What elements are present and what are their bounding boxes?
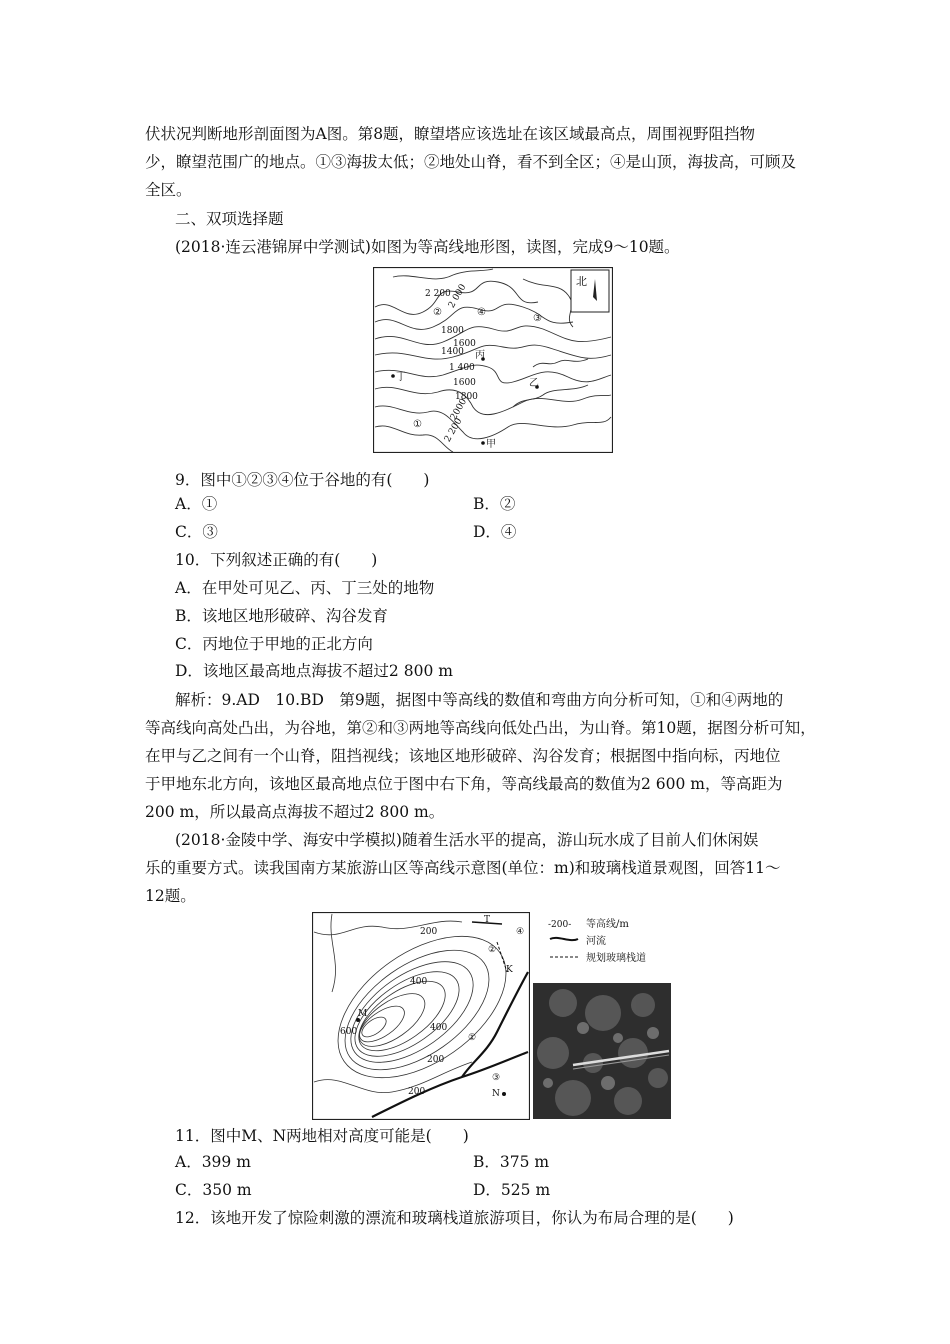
analysis-line-1: 解析：9.AD 10.BD 第9题，据图中等高线的数值和弯曲方向分析可知，①和④两地的 [175,691,784,709]
circle-label: ④ [477,307,486,318]
map2-legend-svg [546,915,676,969]
legend-contour-sample: -200- [548,920,572,930]
q10-option-a[interactable]: A．在甲处可见乙、丙、丁三处的地物 [175,579,435,597]
circle-label: ② [433,307,442,318]
circle-label: ① [413,419,422,430]
photo-texture [533,983,671,1119]
legend-contour-label: 等高线/m [586,919,629,930]
point-k: K [506,965,513,975]
map1-label: 2 000 [446,282,469,310]
q11-12-intro-line-1: (2018·金陵中学、海安中学模拟)随着生活水平的提高，游山玩水成了目前人们休闲娱 [175,831,759,849]
circle-label: ② [488,945,497,955]
q9-option-b[interactable]: B．② [473,495,516,513]
intro-line-2: 少，瞭望范围广的地点。①③海拔太低；②地处山脊，看不到全区；④是山顶，海拔高，可顾及 [145,153,797,171]
glass-walkway-photo [533,983,671,1119]
map2-legend [546,915,676,969]
q11-option-d[interactable]: D．525 m [473,1181,551,1199]
section-title: 二、双项选择题 [175,210,284,228]
point-m: M [358,1009,368,1019]
circle-label: ③ [533,313,542,324]
map2-label: 200 [420,927,438,937]
map1-label: 1800 [455,392,478,402]
analysis-line-4: 于甲地东北方向，该地区最高地点位于图中右下角，等高线最高的数值为2 600 m，等高距为 [145,775,783,793]
point-ding: 丁 [396,372,406,383]
map1-label: 1400 [441,347,464,357]
circle-label: ③ [492,1073,501,1083]
analysis-line-3: 在甲与乙之间有一个山脊，阻挡视线；该地区地形破碎、沟谷发育；根据图中指向标，丙地位 [145,747,781,765]
q9-10-intro: (2018·连云港锦屏中学测试)如图为等高线地形图，读图，完成9～10题。 [175,238,680,256]
q9-stem: 9．图中①②③④位于谷地的有( ) [175,471,430,489]
point-jia: 甲 [486,439,496,450]
q11-option-b[interactable]: B．375 m [473,1153,550,1171]
map2-label: 200 [427,1055,445,1065]
map2-label: 400 [410,977,428,987]
map1-label: 1800 [441,326,464,336]
q10-option-b[interactable]: B．该地区地形破碎、沟谷发育 [175,607,388,625]
point-yi: 乙 [529,378,539,389]
river-icon [550,938,578,940]
contour-map-1-svg [373,267,613,453]
analysis-line-5: 200 m，所以最高点海拔不超过2 800 m。 [145,803,445,821]
circle-label: ① [468,1033,477,1043]
map1-label: 2 200 [425,289,451,299]
intro-line-3: 全区。 [145,181,192,199]
q9-option-a[interactable]: A．① [175,495,218,513]
q11-12-intro-line-3: 12题。 [145,887,196,905]
map1-label: 2000 [448,397,470,422]
q11-12-intro-line-2: 乐的重要方式。读我国南方某旅游山区等高线示意图(单位：m)和玻璃栈道景观图，回答11～ [145,859,781,877]
map1-label: 1 400 [449,363,475,373]
map1-label: 1600 [453,378,476,388]
circle-label: ④ [516,927,525,937]
map2-label: 400 [430,1023,448,1033]
q12-stem: 12．该地开发了惊险刺激的漂流和玻璃栈道旅游项目，你认为布局合理的是( ) [175,1209,734,1227]
q11-option-c[interactable]: C．350 m [175,1181,252,1199]
q11-option-a[interactable]: A．399 m [175,1153,251,1171]
map1-label: 1600 [453,339,476,349]
map1-label: 2 200 [442,416,465,444]
q10-stem: 10．下列叙述正确的有( ) [175,551,378,569]
legend-river-label: 河流 [586,936,606,947]
q11-stem: 11．图中M、N两地相对高度可能是( ) [175,1127,469,1145]
point-bing: 丙 [475,350,485,361]
contour-map-2-svg [312,912,530,1120]
q10-option-c[interactable]: C．丙地位于甲地的正北方向 [175,635,373,653]
north-label: 北 [576,275,587,288]
contour-map-2 [312,912,530,1120]
contour-map-1 [373,267,613,453]
map2-label: 600 [340,1027,358,1037]
point-n: N [492,1089,500,1099]
point-t: T [484,915,491,925]
intro-line-1: 伏状况判断地形剖面图为A图。第8题，瞭望塔应该选址在该区域最高点，周围视野阻挡物 [145,125,756,143]
q9-option-c[interactable]: C．③ [175,523,218,541]
q10-option-d[interactable]: D．该地区最高地点海拔不超过2 800 m [175,662,453,680]
map2-label: 200 [408,1087,426,1097]
analysis-line-2: 等高线向高处凸出，为谷地，第②和③两地等高线向低处凸出，为山脊。第10题，据图分析可知， [145,719,816,737]
q9-option-d[interactable]: D．④ [473,523,517,541]
legend-glass-path-label: 规划玻璃栈道 [586,953,646,964]
